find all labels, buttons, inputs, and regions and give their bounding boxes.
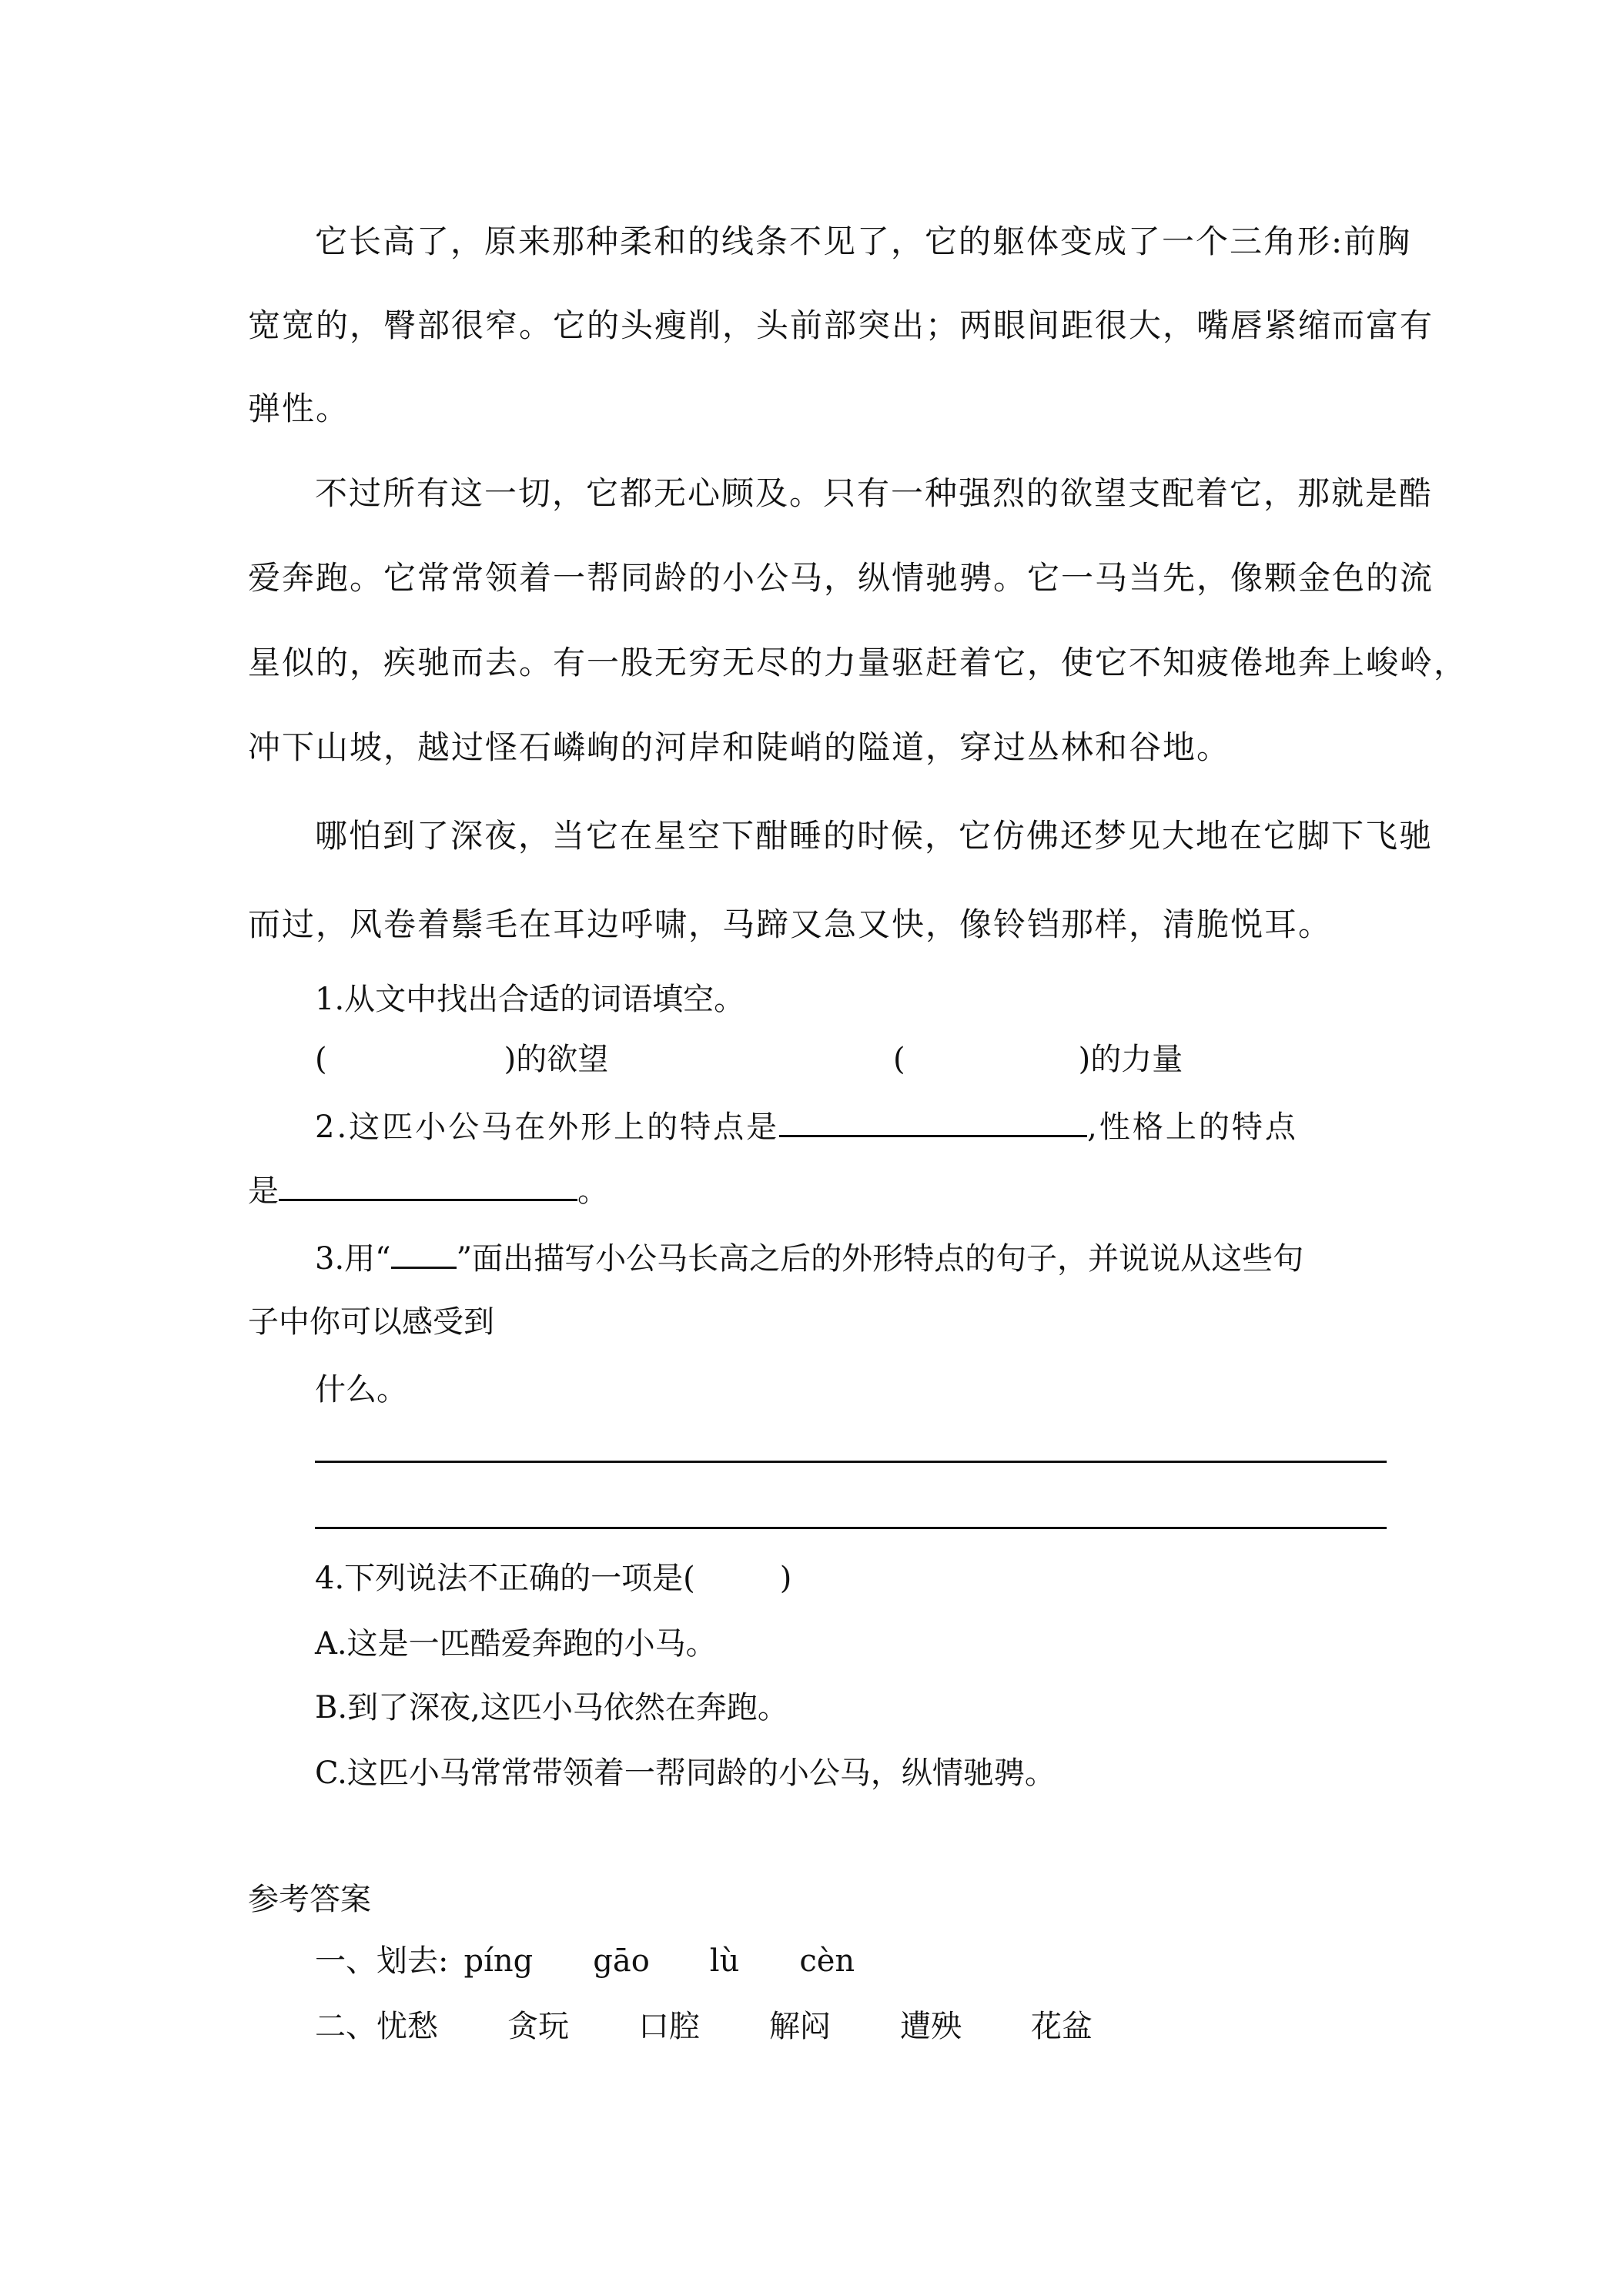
answer-word: 贪玩	[507, 2009, 569, 2044]
answer-2-row: 二、忧愁 贪玩 口腔 解闷 遭殃 花盆	[315, 2009, 1093, 2044]
question-3-line3: 什么。	[315, 1372, 407, 1407]
question-2-line2: 是 。	[248, 1173, 608, 1209]
answer-1-row: 一、划去: píng gāo lù cèn	[315, 1943, 855, 1979]
question-4-prompt: 4.下列说法不正确的一项是( )	[315, 1561, 792, 1596]
question-4-option-a: A.这是一匹酷爱奔跑的小马。	[315, 1626, 717, 1662]
answer-pinyin: gāo	[593, 1943, 650, 1979]
passage-line: 不过所有这一切，它都无心顾及。只有一种强烈的欲望支配着它，那就是酷	[315, 474, 1434, 512]
passage-line: 而过，风卷着鬃毛在耳边呼啸，马蹄又急又快，像铃铛那样，清脆悦耳。	[248, 905, 1333, 943]
passage-line: 哪怕到了深夜，当它在星空下酣睡的时候，它仿佛还梦见大地在它脚下飞驰	[315, 817, 1434, 855]
answers-heading: 参考答案	[248, 1882, 371, 1917]
paren-open: (	[893, 1042, 905, 1077]
blank-suffix: )的欲望	[504, 1042, 609, 1077]
question-1-blank-row	[315, 1044, 608, 1075]
passage-line: 星似的，疾驰而去。有一股无穷无尽的力量驱赶着它，使它不知疲倦地奔上峻岭，	[248, 644, 1468, 681]
passage-line: 弹性。	[248, 390, 350, 427]
answer-pinyin: lù	[709, 1943, 740, 1979]
question-4-option-b: B.到了深夜,这匹小马依然在奔跑。	[315, 1690, 788, 1725]
answer-word: 忧愁	[376, 2009, 438, 2044]
blank-suffix: )的力量	[1078, 1042, 1183, 1077]
passage-line: 冲下山坡，越过怪石嶙峋的河岸和陡峭的隘道，穿过丛林和谷地。	[248, 728, 1231, 766]
answer-pinyin: cèn	[799, 1943, 855, 1979]
passage-line: 宽宽的，臀部很窄。它的头瘦削，头前部突出；两眼间距很大，嘴唇紧缩而富有	[248, 306, 1434, 344]
answer-pinyin: píng	[463, 1943, 534, 1979]
passage-line: 爱奔跑。它常常领着一帮同龄的小公马，纵情驰骋。它一马当先，像颗金色的流	[248, 559, 1434, 597]
underline-sample	[391, 1266, 457, 1269]
fill-blank[interactable]	[779, 1134, 1087, 1137]
answer-word: 遭殃	[900, 2009, 962, 2044]
question-1-blank-row-right	[893, 1044, 1183, 1075]
answer-line[interactable]	[315, 1461, 1387, 1463]
question-4-option-c: C.这匹小马常常带领着一帮同龄的小公马，纵情驰骋。	[315, 1755, 1056, 1791]
fill-blank[interactable]	[279, 1198, 577, 1201]
question-1-prompt: 1.从文中找出合适的词语填空。	[315, 982, 745, 1017]
question-3-line: 3.用“ ”面出描写小公马长高之后的外形特点的句子，并说说从这些句	[315, 1241, 1304, 1277]
answer-line[interactable]	[315, 1527, 1387, 1529]
question-2-line: 2.这匹小公马在外形上的特点是 ,性格上的特点	[315, 1110, 1298, 1145]
answer-word: 口腔	[638, 2009, 700, 2044]
paren-open: (	[315, 1042, 327, 1077]
answer-word: 解闷	[769, 2009, 831, 2044]
answer-word: 花盆	[1031, 2009, 1093, 2044]
question-3-line2: 子中你可以感受到	[248, 1304, 494, 1340]
passage-line: 它长高了，原来那种柔和的线条不见了，它的躯体变成了一个三角形:前胸	[315, 223, 1412, 260]
